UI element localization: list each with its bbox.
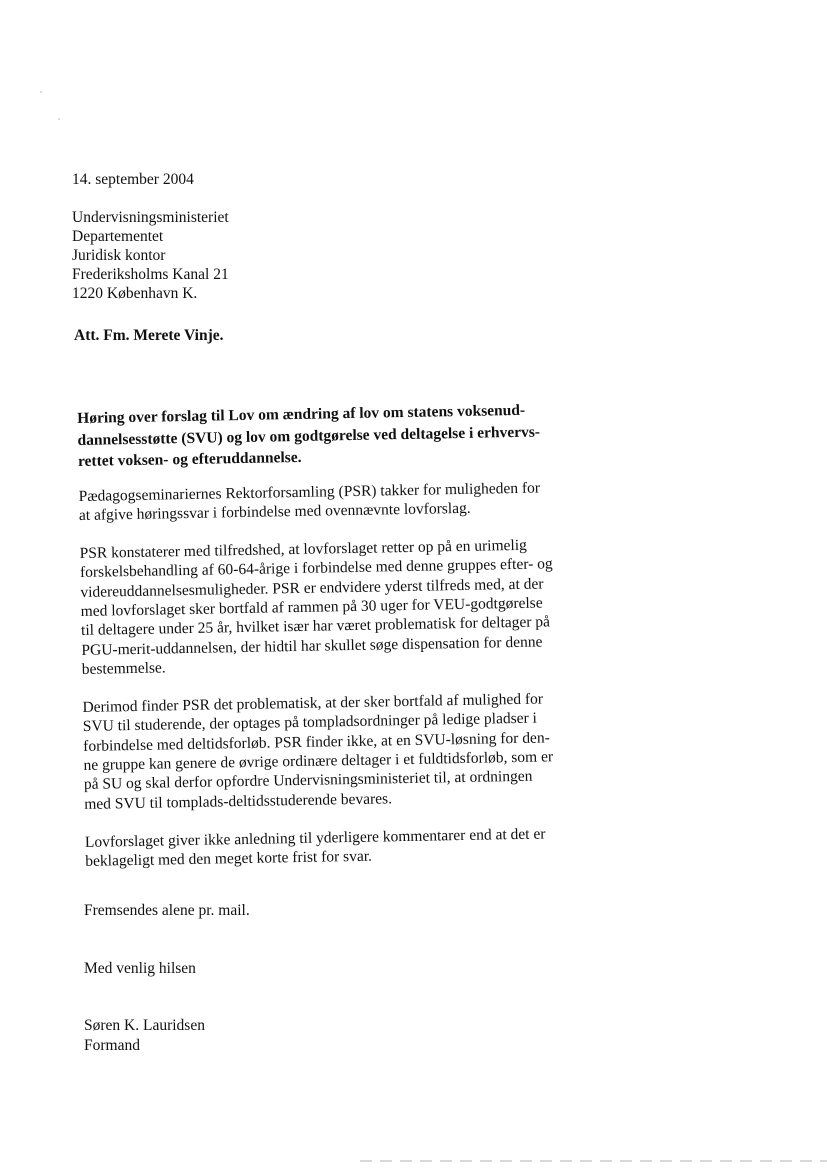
paragraph-line: til deltagere under 25 år, hvilket især har været problematisk for deltager på [80, 613, 551, 640]
subject-heading [77, 398, 598, 472]
recipient-line: 1220 København K. [72, 285, 198, 302]
paragraph-line: at afgive høringssvar i forbindelse med ovennævnte lovforslag. [78, 499, 471, 524]
paragraph-satisfaction [79, 535, 601, 680]
paragraph-line: ne gruppe kan genere de øvrige ordinære deltager i et fuldtidsforløb, som er [83, 748, 554, 775]
signer-title: Formand [84, 1036, 140, 1054]
recipient-line: Undervisningsministeriet [72, 209, 229, 226]
paragraph-intro [78, 477, 599, 525]
paragraph-line: på SU og skal derfor opfordre Undervisningsministeriet til, at ordningen [83, 768, 533, 794]
paragraph-line: Lovforslaget giver ikke anledning til yderligere kommentarer end at det er [84, 825, 546, 851]
paragraph-line: med lovforslaget sker bortfald af rammen på 30 uger for VEU-godtgørelse [80, 594, 543, 620]
recipient-line: Frederiksholms Kanal 21 [72, 266, 229, 283]
paragraph-line: Pædagogseminariernes Rektorforsamling (PSR) takker for muligheden for [78, 479, 541, 505]
paragraph-line: PSR konstaterer med tilfredshed, at lovforslaget retter op på en urimelig [79, 536, 527, 563]
subject-line: dannelsesstøtte (SVU) og lov om godtgørelse ved deltagelse i erhvervs- [77, 423, 541, 449]
paragraph-line: PGU-merit-uddannelsen, der hidtil har skullet søge dispensation for denne [81, 633, 543, 659]
paragraph-line: med SVU til tomplads-deltidsstuderende bevares. [84, 789, 393, 813]
paragraph-line: forbindelse med deltidsforløb. PSR finder ikke, at en SVU-løsning for den- [83, 729, 550, 755]
paragraph-line: SVU til studerende, der optages på tompladsordninger på ledige pladser i [82, 710, 538, 736]
scan-speck [58, 118, 60, 120]
paragraph-closing-remark [85, 823, 606, 871]
recipient-line: Departementet [72, 228, 164, 245]
letter-date: 14. september 2004 [72, 171, 194, 188]
scan-speck [40, 91, 42, 93]
letter-body [77, 398, 606, 890]
paragraph-concern [82, 689, 604, 814]
paragraph-line: beklageligt med den meget korte frist for svar. [85, 847, 373, 871]
signer-name: Søren K. Lauridsen [84, 1017, 205, 1034]
subject-line: rettet voksen- og efteruddannelse. [77, 448, 302, 470]
subject-line: Høring over forslag til Lov om ændring af lov om statens voksenud- [77, 401, 526, 427]
recipient-address [72, 208, 229, 303]
signature-block [84, 901, 250, 1055]
paragraph-line: bestemmelse. [81, 659, 166, 678]
attention-line: Att. Fm. Merete Vinje. [74, 327, 224, 344]
paragraph-line: Derimod finder PSR det problematisk, at der sker bortfald af mulighed for [82, 690, 544, 717]
recipient-line: Juridisk kontor [72, 247, 166, 264]
scan-edge-artifact [360, 1160, 827, 1162]
paragraph-line: videreuddannelsesmuligheder. PSR er endvidere yderst tilfreds med, at der [80, 575, 544, 601]
closing-greeting: Med venlig hilsen [84, 959, 196, 977]
sent-note: Fremsendes alene pr. mail. [84, 902, 250, 919]
paragraph-line: forskelsbehandling af 60-64-årige i forbindelse med denne gruppes efter- og [79, 555, 553, 582]
